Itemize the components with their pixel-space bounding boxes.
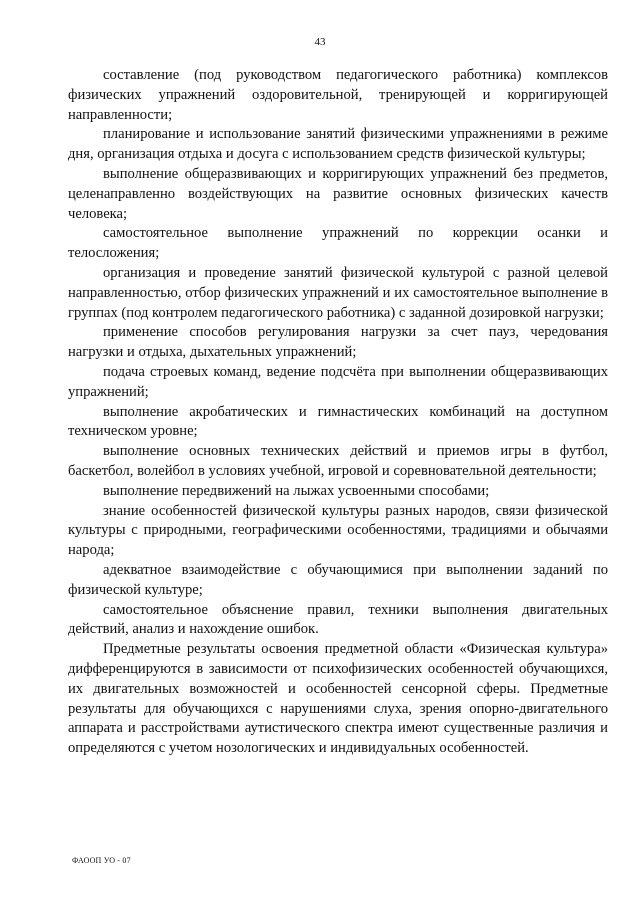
paragraph: выполнение основных технических действий и приемов игры в футбол, баскетбол, волейбол в условиях учебной, игровой и соревновательной деятельности; [68,443,608,479]
paragraph: организация и проведение занятий физической культурой с разной целевой направленностью, отбор физических упражнений и их самостоятельное выполнение в группах (под контролем педагогического работника) с заданной дозировкой нагрузки; [68,264,608,321]
paragraph: знание особенностей физической культуры разных народов, связи физической культуры с природными, географическими особенностями, традициями и обычаями народа; [68,502,608,559]
document-body [68,66,608,759]
paragraph: адекватное взаимодействие с обучающимися при выполнении заданий по физической культуре; [68,561,608,598]
paragraph: самостоятельное объяснение правил, техники выполнения двигательных действий, анализ и нахождение ошибок. [68,601,608,638]
paragraph: применение способов регулирования нагрузки за счет пауз, чередования нагрузки и отдыха, дыхательных упражнений; [68,324,608,361]
paragraph: планирование и использование занятий физическими упражнениями в режиме дня, организация отдыха и досуга с использованием средств физической культуры; [68,126,608,163]
page-number: 43 [314,36,326,48]
paragraph: подача строевых команд, ведение подсчёта при выполнении общеразвивающих упражнений; [68,363,608,400]
summary-paragraph: Предметные результаты освоения предметной области «Физическая культура» дифференцируются в зависимости от психофизических особенностей обучающихся, их двигательных возможностей и особенностей сенсорной сферы. Предметные результаты для обучающихся с нарушениями слуха, зрения опорно-двигательного аппарата и расстройствами аутистического спектра имеют существенные различия и определяются с учетом нозологических и индивидуальных особенностей. [68,641,608,757]
paragraph: выполнение передвижений на лыжах усвоенными способами; [103,482,490,499]
paragraph: выполнение общеразвивающих и корригирующих упражнений без предметов, целенаправленно воздействующих на развитие основных физических качеств человека; [68,165,608,222]
paragraph: самостоятельное выполнение упражнений по коррекции осанки и телосложения; [68,225,608,262]
paragraph: составление (под руководством педагогического работника) комплексов физических упражнений оздоровительной, тренирующей и корригирующей направленности; [68,67,608,123]
document-footer-code: ФАООП УО - 07 [72,856,131,865]
paragraph: выполнение акробатических и гимнастических комбинаций на доступном техническом уровне; [68,403,608,440]
